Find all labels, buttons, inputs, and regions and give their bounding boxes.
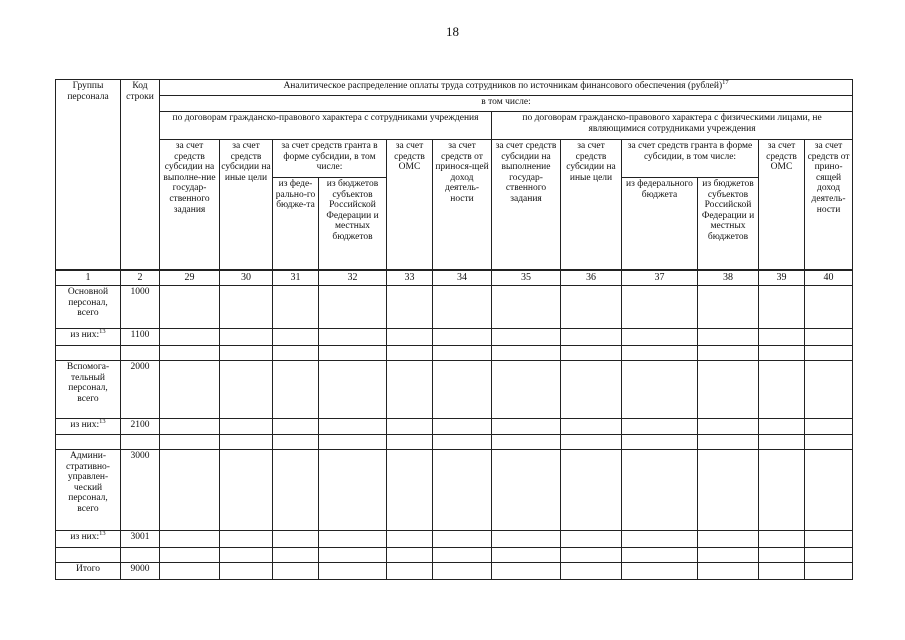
row-code xyxy=(121,346,160,361)
value-cell xyxy=(160,361,220,419)
row-label: из них:$^{13}$ xyxy=(56,531,121,548)
value-cell xyxy=(759,531,805,548)
value-cell xyxy=(492,548,561,563)
table-row xyxy=(56,346,853,361)
table-row xyxy=(56,329,853,346)
value-cell xyxy=(387,531,433,548)
value-cell xyxy=(561,329,622,346)
value-cell xyxy=(160,329,220,346)
value-cell xyxy=(387,286,433,329)
value-cell xyxy=(387,419,433,435)
value-cell xyxy=(319,419,387,435)
value-cell xyxy=(160,548,220,563)
value-cell xyxy=(805,361,853,419)
value-cell xyxy=(220,435,273,450)
value-cell xyxy=(805,563,853,580)
table-row xyxy=(56,531,853,548)
value-cell xyxy=(698,286,759,329)
value-cell xyxy=(220,346,273,361)
value-cell xyxy=(622,329,698,346)
row-code: 1000 xyxy=(121,286,160,329)
header-left-grant-regional: из бюджетов субъектов Российской Федерации и местных бюджетов xyxy=(319,178,387,270)
value-cell xyxy=(273,419,319,435)
value-cell xyxy=(561,286,622,329)
column-number: 34 xyxy=(433,270,492,286)
header-left-grant: за счет средств гранта в форме субсидии, в том числе: xyxy=(273,140,387,178)
column-number: 2 xyxy=(121,270,160,286)
table-row xyxy=(56,419,853,435)
value-cell xyxy=(319,435,387,450)
header-right-subsidy-other: за счет средств субсидии на иные цели xyxy=(561,140,622,270)
value-cell xyxy=(622,346,698,361)
value-cell xyxy=(273,346,319,361)
row-label: из них:$^{13}$ xyxy=(56,419,121,435)
value-cell xyxy=(160,286,220,329)
row-label: Итого xyxy=(56,563,121,580)
value-cell xyxy=(433,531,492,548)
column-number: 29 xyxy=(160,270,220,286)
value-cell xyxy=(561,450,622,531)
value-cell xyxy=(433,361,492,419)
value-cell xyxy=(273,563,319,580)
value-cell xyxy=(387,548,433,563)
value-cell xyxy=(220,450,273,531)
row-label: Основной персонал, всего xyxy=(56,286,121,329)
header-code: Код строки xyxy=(121,80,160,270)
row-label: Вспомога-тельный персонал, всего xyxy=(56,361,121,419)
table-row xyxy=(56,548,853,563)
value-cell xyxy=(561,419,622,435)
value-cell xyxy=(561,548,622,563)
value-cell xyxy=(319,361,387,419)
value-cell xyxy=(561,361,622,419)
table-row xyxy=(56,286,853,329)
row-label xyxy=(56,435,121,450)
value-cell xyxy=(622,450,698,531)
value-cell xyxy=(433,548,492,563)
row-label: из них:$^{13}$ xyxy=(56,329,121,346)
column-number: 33 xyxy=(387,270,433,286)
value-cell xyxy=(433,450,492,531)
value-cell xyxy=(759,346,805,361)
value-cell xyxy=(698,329,759,346)
value-cell xyxy=(492,361,561,419)
column-number: 37 xyxy=(622,270,698,286)
value-cell xyxy=(433,563,492,580)
column-number: 32 xyxy=(319,270,387,286)
value-cell xyxy=(805,548,853,563)
value-cell xyxy=(698,346,759,361)
row-code: 1100 xyxy=(121,329,160,346)
value-cell xyxy=(759,450,805,531)
value-cell xyxy=(319,346,387,361)
value-cell xyxy=(805,329,853,346)
value-cell xyxy=(622,531,698,548)
header-left-subsidy-other: за счет средств субсидии на иные цели xyxy=(220,140,273,270)
value-cell xyxy=(805,531,853,548)
value-cell xyxy=(759,286,805,329)
value-cell xyxy=(622,361,698,419)
value-cell xyxy=(622,435,698,450)
value-cell xyxy=(319,450,387,531)
column-number: 30 xyxy=(220,270,273,286)
value-cell xyxy=(759,548,805,563)
value-cell xyxy=(273,531,319,548)
value-cell xyxy=(387,361,433,419)
column-number: 40 xyxy=(805,270,853,286)
row-label xyxy=(56,346,121,361)
value-cell xyxy=(319,531,387,548)
row-code: 3001 xyxy=(121,531,160,548)
value-cell xyxy=(561,563,622,580)
value-cell xyxy=(622,419,698,435)
value-cell xyxy=(698,563,759,580)
value-cell xyxy=(273,435,319,450)
value-cell xyxy=(433,346,492,361)
value-cell xyxy=(805,450,853,531)
header-right-subsidy-task: за счет средств субсидии на выполнение государ-ственного задания xyxy=(492,140,561,270)
value-cell xyxy=(220,286,273,329)
value-cell xyxy=(492,563,561,580)
header-groups: Группы персонала xyxy=(56,80,121,270)
value-cell xyxy=(220,531,273,548)
value-cell xyxy=(492,419,561,435)
value-cell xyxy=(273,361,319,419)
value-cell xyxy=(273,329,319,346)
value-cell xyxy=(220,419,273,435)
value-cell xyxy=(433,286,492,329)
value-cell xyxy=(805,286,853,329)
value-cell xyxy=(622,563,698,580)
value-cell xyxy=(319,286,387,329)
value-cell xyxy=(759,329,805,346)
value-cell xyxy=(319,563,387,580)
value-cell xyxy=(273,286,319,329)
column-number: 36 xyxy=(561,270,622,286)
value-cell xyxy=(160,531,220,548)
column-number: 39 xyxy=(759,270,805,286)
header-right-grant-regional: из бюджетов субъектов Российской Федерации и местных бюджетов xyxy=(698,178,759,270)
value-cell xyxy=(220,329,273,346)
value-cell xyxy=(492,435,561,450)
value-cell xyxy=(387,450,433,531)
row-code: 3000 xyxy=(121,450,160,531)
value-cell xyxy=(160,346,220,361)
value-cell xyxy=(220,548,273,563)
value-cell xyxy=(160,419,220,435)
header-right-grant: за счет средств гранта в форме субсидии, в том числе: xyxy=(622,140,759,178)
value-cell xyxy=(759,435,805,450)
column-number: 31 xyxy=(273,270,319,286)
header-left-grant-federal: из феде-рально-го бюдже-та xyxy=(273,178,319,270)
value-cell xyxy=(387,563,433,580)
value-cell xyxy=(387,329,433,346)
value-cell xyxy=(805,435,853,450)
value-cell xyxy=(433,329,492,346)
table-row xyxy=(56,435,853,450)
value-cell xyxy=(160,435,220,450)
value-cell xyxy=(273,450,319,531)
value-cell xyxy=(698,450,759,531)
value-cell xyxy=(698,531,759,548)
value-cell xyxy=(319,329,387,346)
value-cell xyxy=(273,548,319,563)
row-label: Админи-стративно-управлен-ческий персонал, всего xyxy=(56,450,121,531)
value-cell xyxy=(561,531,622,548)
value-cell xyxy=(805,419,853,435)
value-cell xyxy=(319,548,387,563)
column-number: 1 xyxy=(56,270,121,286)
value-cell xyxy=(698,435,759,450)
header-civil-individuals: по договорам гражданско-правового характера с физическими лицами, не являющимися сотрудниками учреждения xyxy=(492,112,853,140)
table-row xyxy=(56,563,853,580)
value-cell xyxy=(759,563,805,580)
value-cell xyxy=(433,419,492,435)
row-code: 2000 xyxy=(121,361,160,419)
value-cell xyxy=(220,361,273,419)
value-cell xyxy=(160,563,220,580)
row-label xyxy=(56,548,121,563)
value-cell xyxy=(622,286,698,329)
row-code xyxy=(121,548,160,563)
header-civil-employees: по договорам гражданско-правового характера с сотрудниками учреждения xyxy=(160,112,492,140)
value-cell xyxy=(387,346,433,361)
header-right-oms: за счет средств ОМС xyxy=(759,140,805,270)
header-right-income: за счет средств от прино-сящей доход деятель-ности xyxy=(805,140,853,270)
header-left-income: за счет средств от принося-щей доход деятель-ности xyxy=(433,140,492,270)
value-cell xyxy=(492,450,561,531)
page-number: 18 xyxy=(446,24,459,39)
header-right-grant-federal: из федерального бюджета xyxy=(622,178,698,270)
table-row xyxy=(56,361,853,419)
value-cell xyxy=(492,346,561,361)
value-cell xyxy=(433,435,492,450)
value-cell xyxy=(561,346,622,361)
value-cell xyxy=(698,548,759,563)
column-number: 35 xyxy=(492,270,561,286)
value-cell xyxy=(220,563,273,580)
value-cell xyxy=(805,346,853,361)
value-cell xyxy=(759,419,805,435)
value-cell xyxy=(160,450,220,531)
header-including: в том числе: xyxy=(160,96,853,112)
value-cell xyxy=(622,548,698,563)
value-cell xyxy=(698,419,759,435)
value-cell xyxy=(492,531,561,548)
table-row xyxy=(56,450,853,531)
value-cell xyxy=(492,329,561,346)
value-cell xyxy=(387,435,433,450)
value-cell xyxy=(698,361,759,419)
row-code xyxy=(121,435,160,450)
value-cell xyxy=(492,286,561,329)
header-left-subsidy-task: за счет средств субсидии на выполне-ние государ-ственного задания xyxy=(160,140,220,270)
header-analytic-title: Аналитическое распределение оплаты труда сотрудников по источникам финансового обеспечения (рублей)$^{17}$ xyxy=(160,80,853,96)
payroll-distribution-table xyxy=(55,79,853,580)
row-code: 9000 xyxy=(121,563,160,580)
value-cell xyxy=(759,361,805,419)
header-left-oms: за счет средств ОМС xyxy=(387,140,433,270)
row-code: 2100 xyxy=(121,419,160,435)
column-number: 38 xyxy=(698,270,759,286)
value-cell xyxy=(561,435,622,450)
